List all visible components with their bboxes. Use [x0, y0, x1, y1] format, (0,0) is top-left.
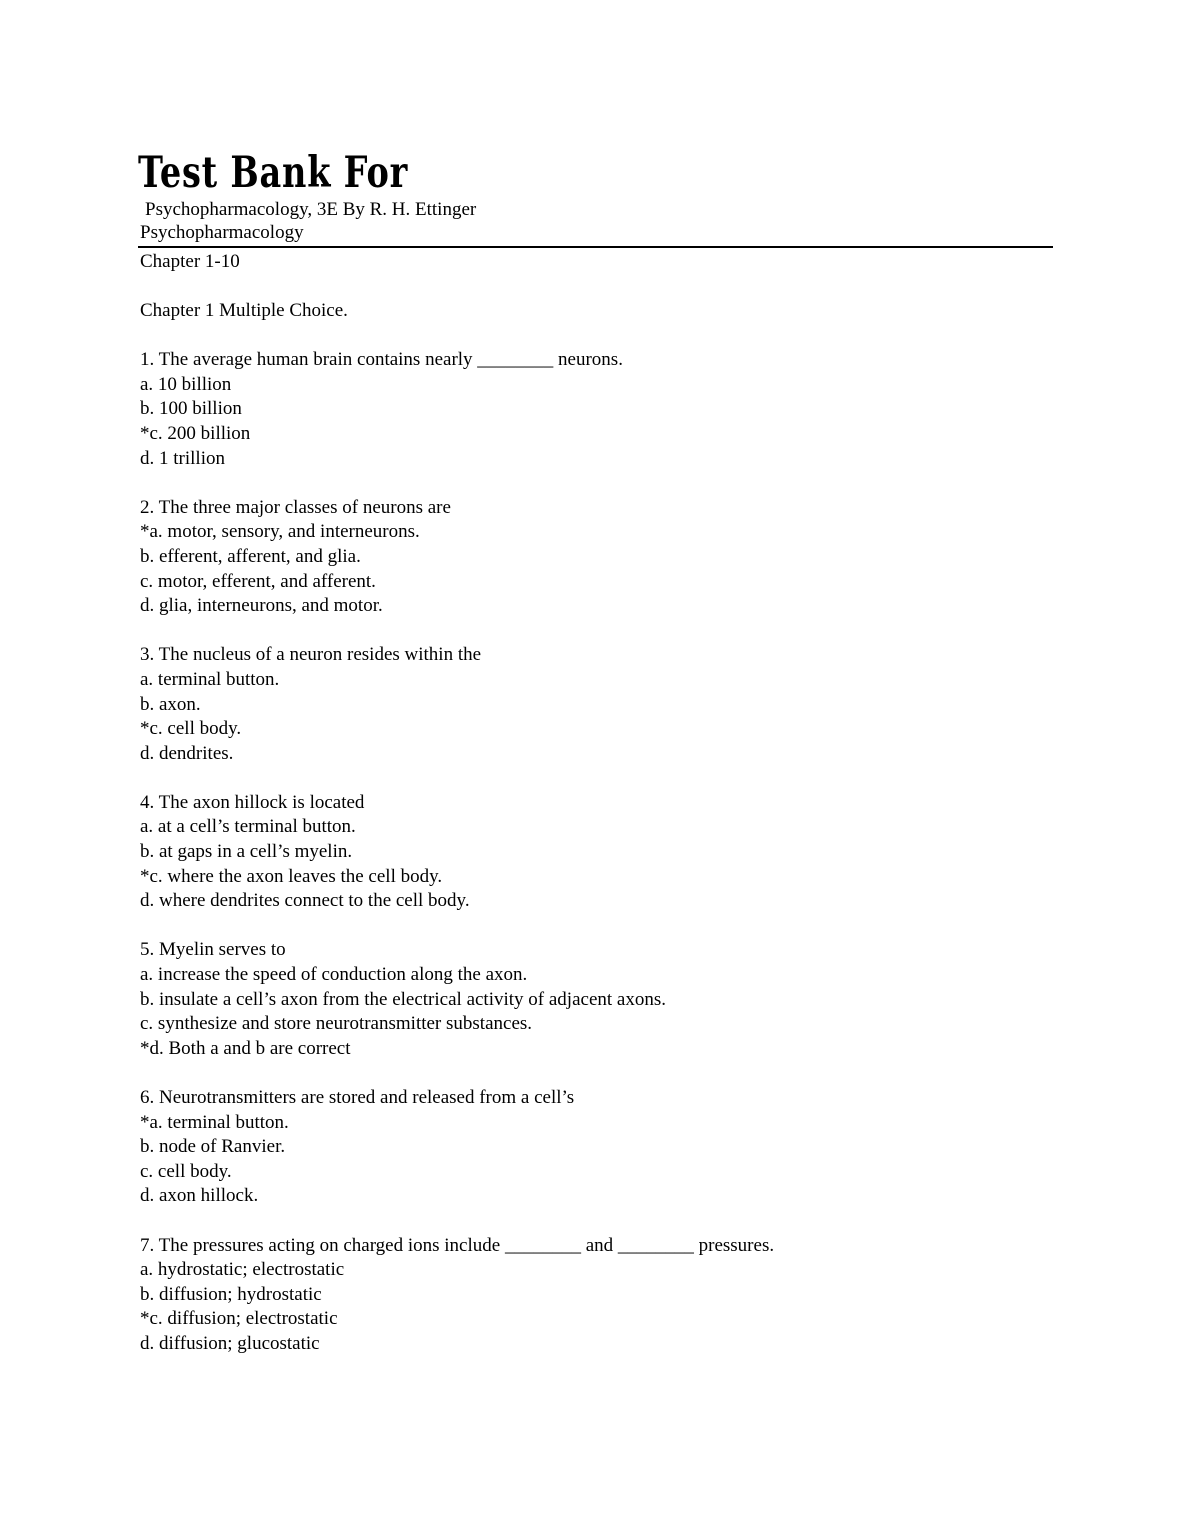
question-stem: 2. The three major classes of neurons are: [140, 496, 451, 518]
book-title: Psychopharmacology: [140, 222, 304, 243]
answer-option: b. diffusion; hydrostatic: [140, 1283, 322, 1305]
answer-option: a. increase the speed of conduction along the axon.: [140, 964, 528, 986]
header-divider: [138, 246, 1053, 248]
answer-option: d. glia, interneurons, and motor.: [140, 595, 383, 617]
question-1: [140, 348, 1100, 471]
answer-option: d. where dendrites connect to the cell body.: [140, 890, 470, 912]
document-subtitle: Psychopharmacology, 3E By R. H. Ettinger: [145, 199, 477, 220]
question-stem: 4. The axon hillock is located: [140, 791, 365, 813]
answer-option: *a. motor, sensory, and interneurons.: [140, 521, 420, 543]
answer-option: *c. cell body.: [140, 718, 242, 740]
answer-option: d. diffusion; glucostatic: [140, 1332, 320, 1354]
section-heading: Chapter 1 Multiple Choice.: [140, 300, 348, 321]
answer-option: *c. 200 billion: [140, 422, 251, 444]
document-title: Test Bank For: [138, 148, 409, 198]
answer-option: b. efferent, afferent, and glia.: [140, 545, 361, 567]
answer-option: b. at gaps in a cell’s myelin.: [140, 841, 353, 863]
question-stem: 5. Myelin serves to: [140, 939, 286, 961]
question-2: [140, 496, 1100, 619]
answer-option: a. at a cell’s terminal button.: [140, 816, 356, 838]
question-stem: 7. The pressures acting on charged ions include ________ and ________ pressures.: [140, 1234, 775, 1256]
answer-option: c. motor, efferent, and afferent.: [140, 570, 376, 592]
question-stem: 3. The nucleus of a neuron resides within the: [140, 644, 482, 666]
answer-option: d. axon hillock.: [140, 1185, 259, 1207]
answer-option: b. axon.: [140, 693, 201, 715]
chapter-range: Chapter 1-10: [140, 251, 240, 272]
answer-option: b. 100 billion: [140, 398, 242, 420]
question-5: [140, 938, 1100, 1061]
answer-option: *c. diffusion; electrostatic: [140, 1308, 338, 1330]
answer-option: d. 1 trillion: [140, 447, 225, 469]
question-stem: 6. Neurotransmitters are stored and released from a cell’s: [140, 1087, 575, 1108]
answer-option: b. insulate a cell’s axon from the electrical activity of adjacent axons.: [140, 988, 666, 1010]
question-6: [140, 1086, 1100, 1209]
answer-option: b. node of Ranvier.: [140, 1136, 286, 1158]
answer-option: *c. where the axon leaves the cell body.: [140, 865, 443, 887]
question-stem: 1. The average human brain contains nearly ________ neurons.: [140, 349, 623, 371]
answer-option: c. cell body.: [140, 1160, 232, 1182]
answer-option: a. 10 billion: [140, 373, 232, 395]
question-4: [140, 791, 1100, 914]
question-3: [140, 643, 1100, 766]
answer-option: a. hydrostatic; electrostatic: [140, 1259, 345, 1281]
answer-option: *a. terminal button.: [140, 1111, 289, 1133]
answer-option: c. synthesize and store neurotransmitter substances.: [140, 1013, 533, 1035]
answer-option: *d. Both a and b are correct: [140, 1037, 351, 1059]
question-list: [140, 299, 1100, 1381]
answer-option: d. dendrites.: [140, 742, 234, 764]
question-7: [140, 1234, 1100, 1357]
answer-option: a. terminal button.: [140, 668, 280, 690]
